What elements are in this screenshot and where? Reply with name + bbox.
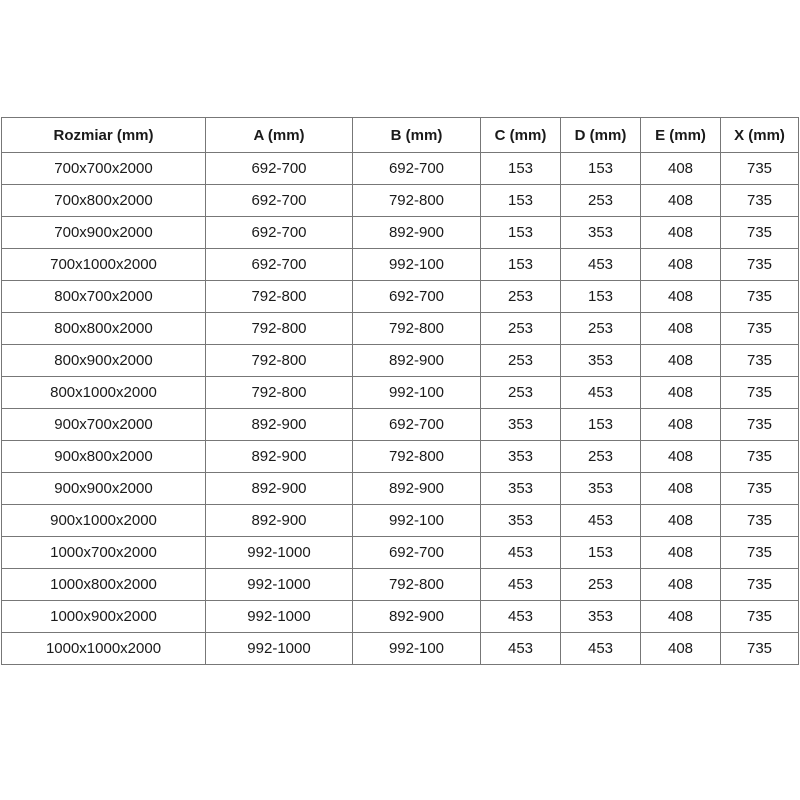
- table-cell: 408: [641, 441, 721, 473]
- table-cell: 253: [481, 313, 561, 345]
- table-cell: 692-700: [206, 217, 353, 249]
- table-cell: 700x900x2000: [2, 217, 206, 249]
- table-cell: 453: [561, 377, 641, 409]
- table-cell: 900x700x2000: [2, 409, 206, 441]
- table-cell: 735: [721, 537, 799, 569]
- table-cell: 408: [641, 345, 721, 377]
- table-cell: 900x800x2000: [2, 441, 206, 473]
- table-cell: 453: [481, 569, 561, 601]
- table-cell: 792-800: [353, 569, 481, 601]
- table-cell: 408: [641, 473, 721, 505]
- header-row: [2, 118, 799, 153]
- table-cell: 735: [721, 505, 799, 537]
- table-cell: 992-1000: [206, 537, 353, 569]
- table-cell: 800x700x2000: [2, 281, 206, 313]
- table-cell: 735: [721, 345, 799, 377]
- table-row: [2, 569, 799, 601]
- table-cell: 792-800: [353, 441, 481, 473]
- table-body: [2, 153, 799, 665]
- table-cell: 735: [721, 153, 799, 185]
- table-cell: 353: [481, 441, 561, 473]
- table-row: [2, 473, 799, 505]
- column-header: C (mm): [481, 118, 561, 153]
- table-cell: 253: [481, 345, 561, 377]
- table-cell: 1000x700x2000: [2, 537, 206, 569]
- table-cell: 692-700: [353, 281, 481, 313]
- table-cell: 992-100: [353, 505, 481, 537]
- table-cell: 408: [641, 313, 721, 345]
- table-cell: 408: [641, 601, 721, 633]
- table-cell: 992-1000: [206, 601, 353, 633]
- table-cell: 692-700: [206, 153, 353, 185]
- column-header: B (mm): [353, 118, 481, 153]
- table-cell: 253: [481, 281, 561, 313]
- table-cell: 892-900: [353, 601, 481, 633]
- table-cell: 792-800: [353, 313, 481, 345]
- table-cell: 700x1000x2000: [2, 249, 206, 281]
- table-cell: 892-900: [206, 409, 353, 441]
- table-cell: 253: [561, 569, 641, 601]
- table-cell: 692-700: [353, 409, 481, 441]
- table-row: [2, 281, 799, 313]
- table-cell: 408: [641, 409, 721, 441]
- table-row: [2, 377, 799, 409]
- table-cell: 735: [721, 281, 799, 313]
- table-cell: 735: [721, 473, 799, 505]
- size-dimensions-table: [1, 117, 799, 665]
- table-cell: 253: [561, 441, 641, 473]
- table-cell: 153: [561, 409, 641, 441]
- table-cell: 792-800: [206, 345, 353, 377]
- table-cell: 892-900: [206, 505, 353, 537]
- table-cell: 408: [641, 153, 721, 185]
- table-cell: 1000x900x2000: [2, 601, 206, 633]
- table-cell: 892-900: [353, 345, 481, 377]
- table-cell: 253: [561, 185, 641, 217]
- column-header: X (mm): [721, 118, 799, 153]
- table-cell: 408: [641, 505, 721, 537]
- table-cell: 453: [481, 601, 561, 633]
- column-header: D (mm): [561, 118, 641, 153]
- table-cell: 353: [561, 601, 641, 633]
- table-cell: 892-900: [206, 473, 353, 505]
- table-cell: 153: [561, 281, 641, 313]
- table-cell: 453: [561, 249, 641, 281]
- table-cell: 153: [481, 185, 561, 217]
- table-cell: 735: [721, 409, 799, 441]
- table-cell: 453: [561, 633, 641, 665]
- column-header: E (mm): [641, 118, 721, 153]
- table-cell: 408: [641, 281, 721, 313]
- table-cell: 800x800x2000: [2, 313, 206, 345]
- table-cell: 353: [561, 345, 641, 377]
- table-cell: 992-100: [353, 249, 481, 281]
- table-row: [2, 313, 799, 345]
- table-cell: 1000x800x2000: [2, 569, 206, 601]
- table-cell: 353: [481, 505, 561, 537]
- table-cell: 408: [641, 633, 721, 665]
- table-cell: 353: [481, 473, 561, 505]
- table-cell: 153: [561, 537, 641, 569]
- table-cell: 735: [721, 313, 799, 345]
- table-cell: 800x900x2000: [2, 345, 206, 377]
- table-cell: 1000x1000x2000: [2, 633, 206, 665]
- table-cell: 453: [561, 505, 641, 537]
- table-cell: 353: [481, 409, 561, 441]
- table-cell: 792-800: [353, 185, 481, 217]
- table-cell: 792-800: [206, 281, 353, 313]
- table-cell: 992-100: [353, 633, 481, 665]
- table-cell: 992-1000: [206, 569, 353, 601]
- table-cell: 692-700: [206, 249, 353, 281]
- table-cell: 408: [641, 569, 721, 601]
- column-header: Rozmiar (mm): [2, 118, 206, 153]
- table-row: [2, 345, 799, 377]
- table-row: [2, 505, 799, 537]
- table-cell: 800x1000x2000: [2, 377, 206, 409]
- column-header: A (mm): [206, 118, 353, 153]
- table-row: [2, 249, 799, 281]
- table-cell: 700x800x2000: [2, 185, 206, 217]
- table-cell: 735: [721, 185, 799, 217]
- table-cell: 792-800: [206, 313, 353, 345]
- table-row: [2, 633, 799, 665]
- table-row: [2, 185, 799, 217]
- table-cell: 153: [481, 153, 561, 185]
- table-cell: 408: [641, 217, 721, 249]
- table-row: [2, 441, 799, 473]
- table-cell: 892-900: [353, 217, 481, 249]
- table-cell: 253: [561, 313, 641, 345]
- table-cell: 735: [721, 377, 799, 409]
- table-cell: 992-1000: [206, 633, 353, 665]
- table-cell: 892-900: [206, 441, 353, 473]
- table-cell: 253: [481, 377, 561, 409]
- table-cell: 692-700: [206, 185, 353, 217]
- table-cell: 453: [481, 633, 561, 665]
- table-cell: 408: [641, 249, 721, 281]
- table-cell: 735: [721, 441, 799, 473]
- table-cell: 892-900: [353, 473, 481, 505]
- table-cell: 735: [721, 217, 799, 249]
- table-cell: 408: [641, 185, 721, 217]
- table-row: [2, 601, 799, 633]
- table-cell: 992-100: [353, 377, 481, 409]
- table-row: [2, 537, 799, 569]
- table-cell: 792-800: [206, 377, 353, 409]
- table-row: [2, 217, 799, 249]
- table-cell: 408: [641, 537, 721, 569]
- table-cell: 692-700: [353, 537, 481, 569]
- table-cell: 735: [721, 601, 799, 633]
- table-header: [2, 118, 799, 153]
- table-cell: 153: [561, 153, 641, 185]
- table-row: [2, 409, 799, 441]
- table-cell: 353: [561, 217, 641, 249]
- table-cell: 153: [481, 217, 561, 249]
- table-cell: 153: [481, 249, 561, 281]
- table-cell: 900x900x2000: [2, 473, 206, 505]
- table-cell: 408: [641, 377, 721, 409]
- table-cell: 735: [721, 249, 799, 281]
- table-cell: 700x700x2000: [2, 153, 206, 185]
- table-cell: 353: [561, 473, 641, 505]
- table-cell: 692-700: [353, 153, 481, 185]
- table-cell: 735: [721, 633, 799, 665]
- table-cell: 453: [481, 537, 561, 569]
- table-row: [2, 153, 799, 185]
- table-cell: 735: [721, 569, 799, 601]
- table-cell: 900x1000x2000: [2, 505, 206, 537]
